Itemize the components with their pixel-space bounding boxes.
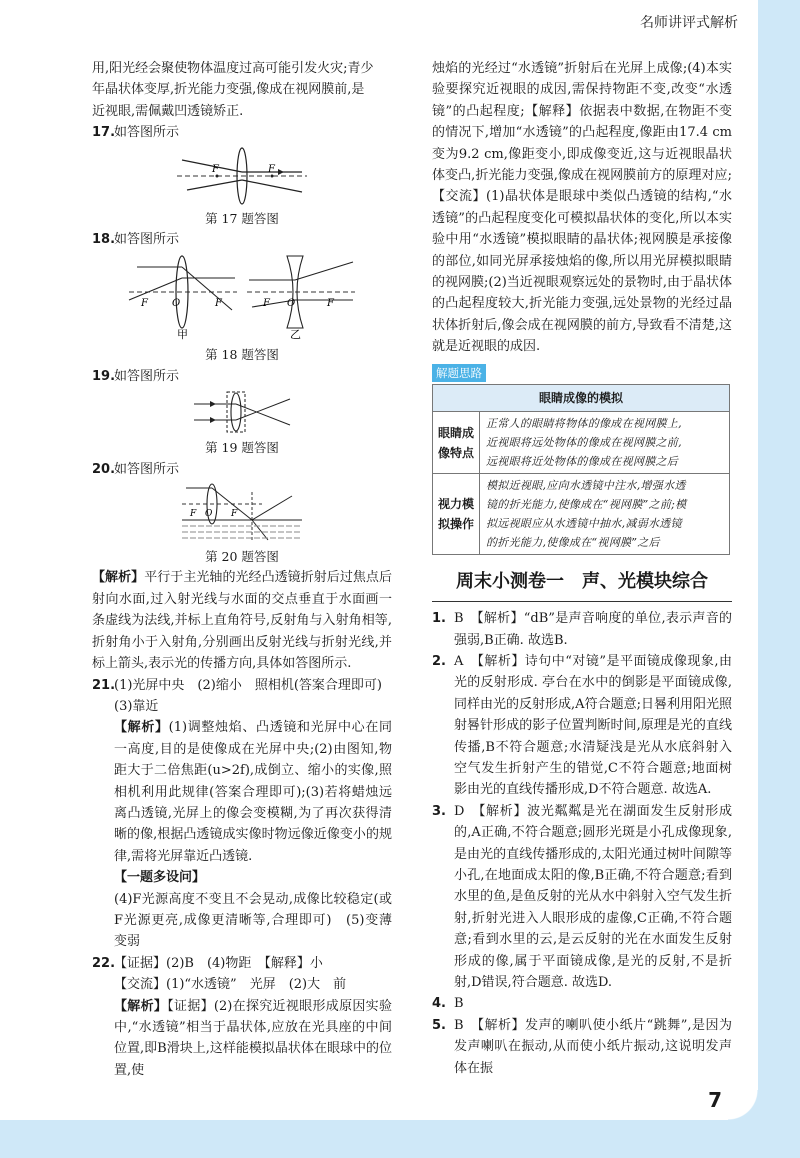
figure-18-caption: 第 18 题答图 [205,347,279,363]
lens-diagram-19 [192,389,292,435]
table-title: 眼睛成像的模拟 [433,385,730,412]
question-17 [92,122,392,143]
answer-text: B [454,996,464,1012]
analysis-tag: 【解析】 [92,570,145,586]
answer-item-1 [432,608,732,651]
q22-continuation: 烛焰的光经过“水透镜”折射后在光屏上成像;(4)本实验要探究近视眼的成因,需保持物距不变,改变“水透镜”的凸起程度;【解释】依据表中数据,在物距不变的情况下,增加“水透镜”的凸起程度,像距由17.4 cm变为9.2 cm,像距变小,即成像变近,这与近视眼晶状体变凸,折光能力变强,像成在视网膜前方的原理对应;【交流】(1)晶状体是眼球中类似凸透镜的结构,“水透镜”的凸起程度变化可模拟晶状体的变化,所以本实验中用“水透镜”模拟眼睛的晶状体;视网膜是承接像的部位,如同光屏承接烛焰的像,所以用光屏模拟眼睛的视网膜;(2)当近视眼观察远处的景物时,由于晶状体的凸起程度较大,折光能力变强,远处景物的光经过晶状体折射后,像会成在视网膜的前方,导致看不清楚,这就是近视眼的成因. [432,61,732,355]
figure-20 [92,482,392,544]
multi-question-text: (4)F光源高度不变且不会晃动,成像比较稳定(或F光源更亮,成像更清晰等,合理即可) (5)变薄 变弱 [114,891,406,950]
focus-label: F [190,509,197,520]
label-yi: 乙 [290,328,301,342]
analysis-tag: 【解析】 [114,998,168,1014]
answer-item-2 [432,651,732,801]
question-number: 4. [432,996,446,1012]
focus-label: F [268,163,275,175]
question-number: 22. [92,955,116,971]
question-number: 20. [92,461,116,477]
lens-diagram-17 [172,146,312,206]
question-text: 如答图所示 [114,232,180,248]
answer-text: D 【解析】波光粼粼是光在湖面发生反射形成的,A正确,不符合题意;圆形光斑是小孔成像现象,是由光的直线传播形成的,太阳光通过树叶间隙等小孔,在地面成太阳的像,B正确,不符合题意;看到水里的鱼,是鱼反射的光从水中斜射入空气发生折射,折射光进入人眼形成的虚像,C正确,不符合题意;看到水里的云,是云反射的光在水面发生反射形成的像,属于平面镜成像,是光的反射,不是折射,D错误,符合题意. 故选D. [454,803,732,990]
question-number: 2. [432,653,446,669]
answer-text: A 【解析】诗句中“对镜”是平面镜成像现象,由光的反射形成. 亭台在水中的倒影是平面镜成像,同样由光的反射形成,A符合题意;日晷利用阳光照射晷针形成的影子位置判断时间,原理是光的直线传播,B不符合题意;水清疑浅是光从水底斜射入空气发生折射产生的错觉,C不符合题意;地面树影由光的直线传播形成,D不符合题意. 故选A. [454,653,732,798]
right-column [432,58,732,1079]
series-title: 名师讲评式解析 [640,15,738,31]
lens-diagram-18 [127,252,357,342]
question-21 [92,675,392,696]
row-content [480,474,730,555]
question-18 [92,229,392,250]
analysis-text: 【证据】(2)在探究近视眼形成原因实验中,“水透镜”相当于晶状体,应放在光具座的中间位置,即B滑块上,这样能模拟晶状体在眼球中的位置,使 [114,998,392,1078]
thinking-table [432,384,730,555]
q22-analysis [92,996,392,1082]
answer-item-4 [432,993,732,1014]
focus-label: F [215,298,222,310]
row-line: 远视眼将近处物体的像成在视网膜之后 [486,455,679,469]
analysis-text: 平行于主光轴的光经凸透镜折射后过焦点后射向水面,过入射光线与水面的交点垂直于水面画一条虚线为法线,并标上直角符号,反射角与入射角相等,折射角小于入射角,分别画出反射光线与折射光线,并标上箭头,表示光的传播方向,具体如答图所示. [92,570,392,672]
question-number: 19. [92,368,116,384]
page-frame-corner [728,1090,758,1120]
center-label: O [172,298,181,310]
row-line: 拟远视眼应从水透镜中抽水,减弱水透镜 [486,517,682,531]
intro-line: 近视眼,需佩戴凹透镜矫正. [92,103,244,119]
question-20 [92,459,392,480]
focus-label: F [327,298,334,310]
figure-18 [92,252,392,342]
focus-label: F [212,163,219,175]
focus-label: F [231,509,238,520]
question-text: 如答图所示 [114,368,180,384]
row-content [480,412,730,474]
row-line: 正常人的眼睛将物体的像成在视网膜上, [486,417,682,431]
question-number: 18. [92,232,116,248]
answer-text: (1)光屏中央 (2)缩小 照相机(答案合理即可) [114,677,382,693]
question-text: 如答图所示 [114,461,180,477]
answer-text: 【证据】(2)B (4)物距 【解释】小 [114,955,323,971]
answer-text: B 【解析】发声的喇叭使小纸片“跳舞”,是因为发声喇叭在振动,从而使小纸片振动,这说明发声体在振 [454,1017,732,1076]
section-title: 周末小测卷一 声、光模块综合 [432,565,732,602]
row-line: 镜的折光能力,使像成在“视网膜”之前;模 [486,498,687,512]
question-number: 5. [432,1017,446,1033]
row-label: 视力模拟操作 [433,474,480,555]
row-label: 眼睛成像特点 [433,412,480,474]
question-number: 21. [92,677,116,693]
figure-17 [92,146,392,206]
thinking-label: 解题思路 [432,364,486,382]
answer-text: 【交流】(1)“水透镜” 光屏 (2)大 前 [114,977,347,993]
analysis-text: (1)调整烛焰、凸透镜和光屏中心在同一高度,目的是使像成在光屏中央;(2)由图知,物距大于二倍焦距(u>2f),成倒立、缩小的实像,照相机利用此规律(答案合理即可);(3)若将蜡烛远离凸透镜,光屏上的像会变模糊,为了再次获得清晰的像,根据凸透镜成实像时物远像近像变小的规律,需将光屏靠近凸透镜. [114,720,392,864]
analysis-tag: 【解析】 [114,720,169,736]
q20-analysis [92,567,392,674]
row-line: 的折光能力,使像成在“视网膜”之后 [486,536,660,550]
label-jia: 甲 [177,328,188,342]
intro-line: 用,阳光经会聚使物体温度过高可能引发火灾;青少 [92,61,374,76]
answer-text: (3)靠近 [114,698,159,714]
q21-analysis [92,717,392,867]
left-column [92,58,406,1081]
center-label: O [205,509,213,520]
figure-19 [92,389,392,435]
multi-question-tag: 【一题多设问】 [114,870,206,886]
figure-20-caption: 第 20 题答图 [205,549,279,565]
question-19 [92,366,392,387]
page-frame-bottom [0,1120,800,1158]
figure-19-caption: 第 19 题答图 [205,440,279,456]
answer-item-3 [432,801,732,994]
intro-line: 年晶状体变厚,折光能力变强,像成在视网膜前,是 [92,82,365,98]
answer-item-5 [432,1015,732,1079]
center-label: O [287,298,296,310]
answer-text: B 【解析】“dB”是声音响度的单位,表示声音的强弱,B正确. 故选B. [454,611,732,648]
figure-17-caption: 第 17 题答图 [205,210,279,226]
focus-label: F [263,298,270,310]
focus-label: F [141,298,148,310]
question-number: 3. [432,803,446,819]
question-22 [92,953,392,974]
page-frame-right [758,0,800,1158]
question-text: 如答图所示 [114,125,180,141]
row-line: 模拟近视眼,应向水透镜中注水,增强水透 [486,479,686,493]
question-number: 1. [432,611,446,627]
lens-water-diagram-20 [182,482,302,544]
page-number: 7 [708,1088,722,1112]
row-line: 近视眼将远处物体的像成在视网膜之前, [486,436,682,450]
question-number: 17. [92,125,116,141]
